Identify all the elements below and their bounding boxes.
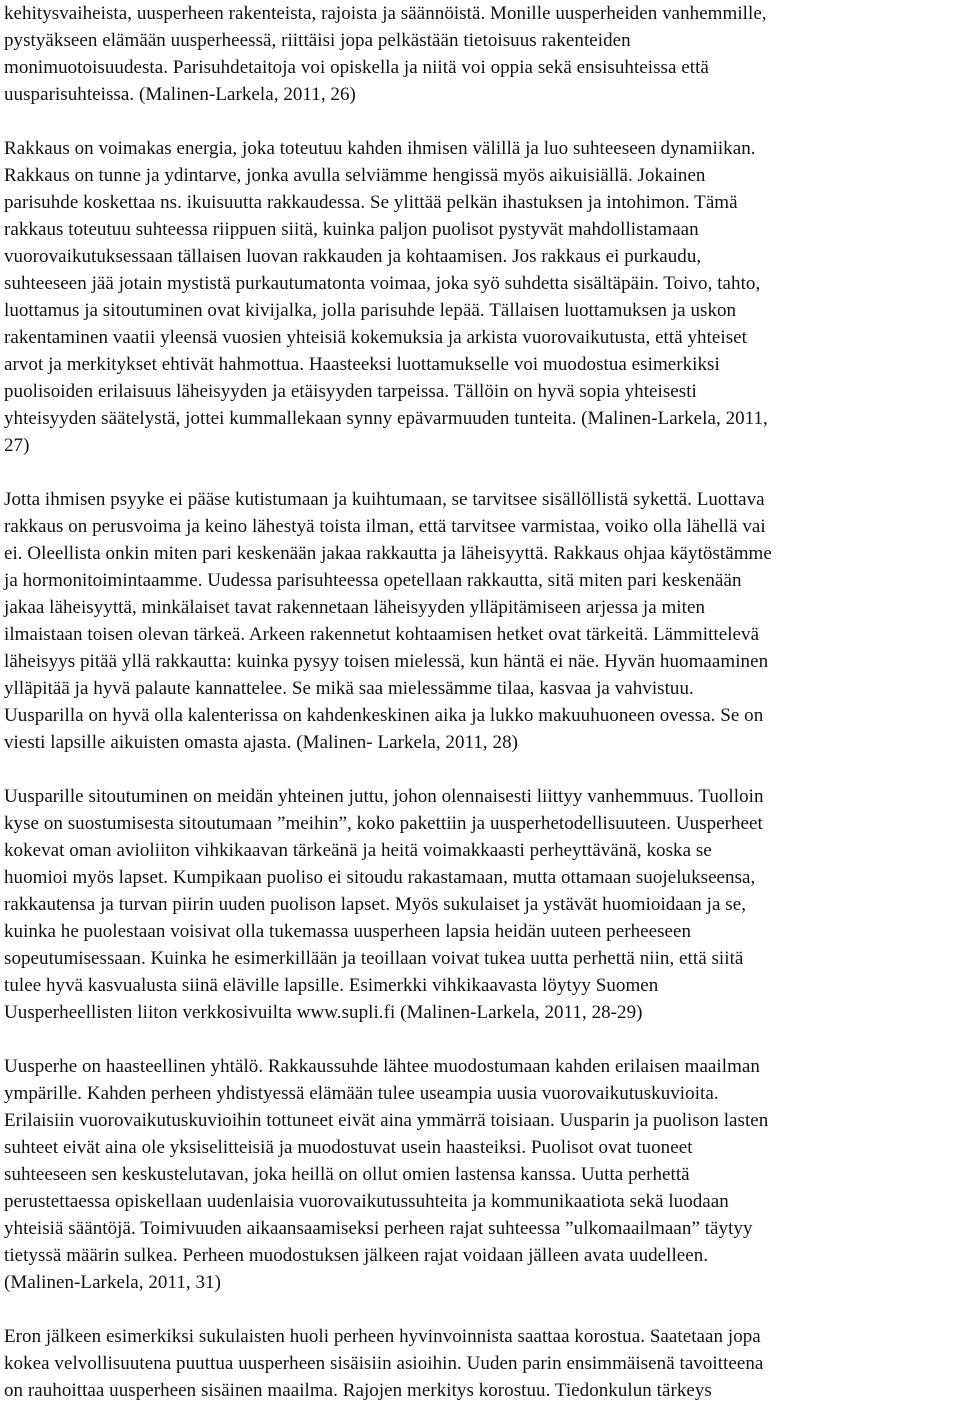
text-line: Uusperhe on haasteellinen yhtälö. Rakkaussuhde lähtee muodostumaan kahden erilaisen maailman xyxy=(4,1056,760,1077)
text-line: yhteisyyden säätelystä, jottei kummallekaan synny epävarmuuden tunteita. (Malinen-Larkela, 2011, xyxy=(4,408,768,429)
paragraph-gap xyxy=(4,1026,954,1053)
text-line: rakentaminen vaatii yleensä vuosien yhteisiä kokemuksia ja arkista vuorovaikutusta, että yhteiset xyxy=(4,327,747,348)
text-line: Uusperheellisten liiton verkkosivuilta www.supli.fi (Malinen-Larkela, 2011, 28-29) xyxy=(4,1002,643,1023)
text-line: kuinka he puolestaan voisivat olla tukemassa uusperheen lapsia heidän uuteen perheeseen xyxy=(4,921,692,942)
document-page xyxy=(4,0,954,1404)
text-line: 27) xyxy=(4,435,30,456)
text-line: uusparisuhteissa. (Malinen-Larkela, 2011, 26) xyxy=(4,84,356,105)
text-line: viesti lapsille aikuisten omasta ajasta. (Malinen- Larkela, 2011, 28) xyxy=(4,732,519,753)
text-line: puolisoiden erilaisuus läheisyyden ja etäisyyden tarpeissa. Tällöin on hyvä sopia yhteisesti xyxy=(4,381,697,402)
text-line: suhteeseen sen keskustelutavan, joka heillä on ollut omien lastensa kanssa. Uutta perhettä xyxy=(4,1164,690,1185)
paragraph-gap xyxy=(4,459,954,486)
text-line: on rauhoittaa uusperheen sisäinen maailma. Rajojen merkitys korostuu. Tiedonkulun tärkeys xyxy=(4,1380,712,1401)
text-line: Uusparilla on hyvä olla kalenterissa on kahdenkeskinen aika ja lukko makuuhuoneen ovessa. Se on xyxy=(4,705,764,726)
text-line: huomioi myös lapset. Kumpikaan puoliso ei sitoudu rakastamaan, mutta ottamaan suojelukseensa, xyxy=(4,867,756,888)
text-line: perustettaessa opiskellaan uudenlaisia vuorovaikutussuhteita ja kommunikaatiota sekä luodaan xyxy=(4,1191,729,1212)
text-line: (Malinen-Larkela, 2011, 31) xyxy=(4,1272,221,1293)
paragraph-3 xyxy=(4,486,954,756)
text-line: suhteeseen jää jotain mystistä purkautumatonta voimaa, joka syö suhdetta sisältäpäin. Toivo, tahto, xyxy=(4,273,761,294)
text-line: kyse on suostumisesta sitoutumaan ”meihin”, koko pakettiin ja uusperhetodellisuuteen. Uusperheet xyxy=(4,813,763,834)
text-line: tulee hyvä kasvualusta siinä eläville lapsille. Esimerkki vihkikaavasta löytyy Suomen xyxy=(4,975,659,996)
text-line: vuorovaikutuksessaan tällaisen luovan rakkauden ja kohtaamisen. Jos rakkaus ei purkaudu, xyxy=(4,246,702,267)
text-line: jakaa läheisyyttä, minkälaiset tavat rakennetaan läheisyyden ylläpitämiseen arjessa ja miten xyxy=(4,597,705,618)
paragraph-4 xyxy=(4,783,954,1026)
text-line: läheisyys pitää yllä rakkautta: kuinka pysyy toisen mielessä, kun häntä ei näe. Hyvän huomaaminen xyxy=(4,651,769,672)
text-line: Rakkaus on tunne ja ydintarve, jonka avulla selviämme hengissä myös aikuisiällä. Jokainen xyxy=(4,165,706,186)
text-line: Jotta ihmisen psyyke ei pääse kutistumaan ja kuihtumaan, se tarvitsee sisällöllistä sykettä. Luottava xyxy=(4,489,765,510)
text-line: ilmaistaan toisen olevan tärkeä. Arkeen rakennetut kohtaamisen hetket ovat tärkeitä. Lämmittelevä xyxy=(4,624,760,645)
text-line: Erilaisiin vuorovaikutuskuvioihin tottuneet eivät aina ymmärrä toisiaan. Uusparin ja puolison lasten xyxy=(4,1110,769,1131)
text-line: parisuhde koskettaa ns. ikuisuutta rakkaudessa. Se ylittää pelkän ihastuksen ja intohimon. Tämä xyxy=(4,192,738,213)
text-line: rakkautensa ja turvan piirin uuden puolison lapset. Myös sukulaiset ja ystävät huomioidaan ja se, xyxy=(4,894,746,915)
text-line: kokea velvollisuutena puuttua uusperheen sisäisiin asioihin. Uuden parin ensimmäisenä tavoitteena xyxy=(4,1353,764,1374)
paragraph-6 xyxy=(4,1323,954,1404)
text-line: rakkaus toteutuu suhteessa riippuen siitä, kuinka paljon puolisot pystyvät mahdollistamaan xyxy=(4,219,699,240)
text-line: suhteet eivät aina ole yksiselitteisiä ja muodostuvat usein haasteiksi. Puolisot ovat tuoneet xyxy=(4,1137,693,1158)
paragraph-gap xyxy=(4,108,954,135)
text-line: ja hormonitoimintaamme. Uudessa parisuhteessa opetellaan rakkautta, sitä miten pari keskenään xyxy=(4,570,742,591)
text-line: ei. Oleellista onkin miten pari keskenään jakaa rakkautta ja läheisyyttä. Rakkaus ohjaa käytöstämme xyxy=(4,543,772,564)
text-line: sopeutumisessaan. Kuinka he esimerkillään ja teoillaan voivat tukea uutta perhettä niin, että siitä xyxy=(4,948,744,969)
paragraph-gap xyxy=(4,756,954,783)
text-line: luottamus ja sitoutuminen ovat kivijalka, jolla parisuhde lepää. Tällaisen luottamuksen ja uskon xyxy=(4,300,737,321)
text-line: kokevat oman avioliiton vihkikaavan tärkeänä ja heitä voimakkaasti perheyttävänä, koska se xyxy=(4,840,712,861)
text-line: Eron jälkeen esimerkiksi sukulaisten huoli perheen hyvinvoinnista saattaa korostua. Saatetaan jopa xyxy=(4,1326,761,1347)
text-line: yhteisiä sääntöjä. Toimivuuden aikaansaamiseksi perheen rajat suhteessa ”ulkomaailmaan” täytyy xyxy=(4,1218,753,1239)
text-line: monimuotoisuudesta. Parisuhdetaitoja voi opiskella ja niitä voi oppia sekä ensisuhteissa että xyxy=(4,57,709,78)
text-line: Rakkaus on voimakas energia, joka toteutuu kahden ihmisen välillä ja luo suhteeseen dynamiikan. xyxy=(4,138,756,159)
text-line: arvot ja merkitykset ehtivät hahmottua. Haasteeksi luottamukselle voi muodostua esimerkiksi xyxy=(4,354,720,375)
text-line: pystyäkseen elämään uusperheessä, riittäisi jopa pelkästään tietoisuus rakenteiden xyxy=(4,30,631,51)
text-line: ylläpitää ja hyvä palaute kannattelee. Se mikä saa mielessämme tilaa, kasvaa ja vahvistuu. xyxy=(4,678,694,699)
text-line: rakkaus on perusvoima ja keino lähestyä toista ilman, että tarvitsee varmistaa, voiko olla lähellä vai xyxy=(4,516,766,537)
paragraph-5 xyxy=(4,1053,954,1296)
text-line: ympärille. Kahden perheen yhdistyessä elämään tulee useampia uusia vuorovaikutuskuvioita. xyxy=(4,1083,719,1104)
text-line: tietyssä määrin sulkea. Perheen muodostuksen jälkeen rajat voidaan jälleen avata uudelleen. xyxy=(4,1245,709,1266)
paragraph-gap xyxy=(4,1296,954,1323)
paragraph-2 xyxy=(4,135,954,459)
paragraph-1 xyxy=(4,0,954,108)
text-line: kehitysvaiheista, uusperheen rakenteista, rajoista ja säännöistä. Monille uusperheiden vanhemmille, xyxy=(4,3,767,24)
text-line: Uusparille sitoutuminen on meidän yhteinen juttu, johon olennaisesti liittyy vanhemmuus. Tuolloin xyxy=(4,786,764,807)
